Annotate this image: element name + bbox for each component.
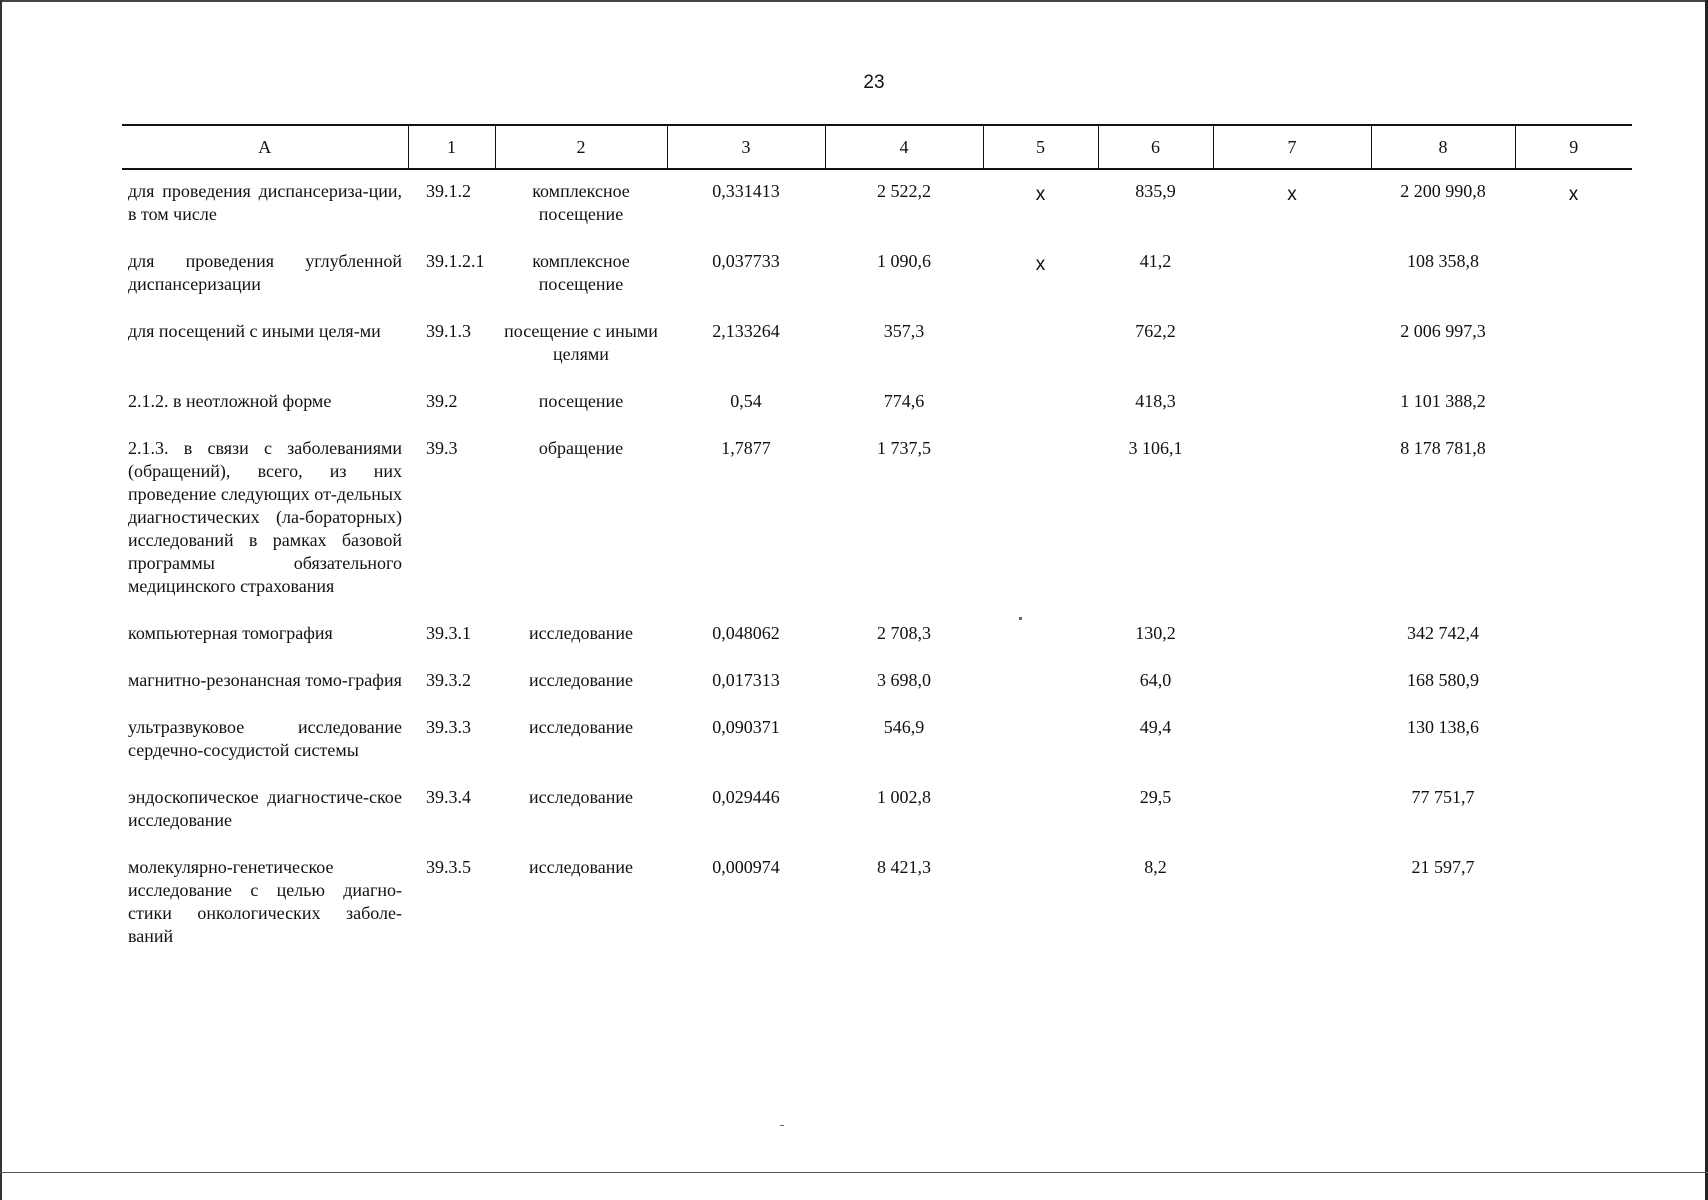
column-header-3: 3: [667, 126, 825, 169]
column-header-5: 5: [983, 126, 1098, 169]
column-header-9: 9: [1515, 126, 1632, 169]
row-value-6: 29,5: [1139, 787, 1172, 807]
row-value-7: [1213, 310, 1371, 380]
column-header-8: 8: [1371, 126, 1515, 169]
row-value-5: [983, 659, 1098, 706]
row-code: 39.2: [426, 391, 458, 411]
row-value-8: 1 101 388,2: [1400, 391, 1486, 411]
row-name: молекулярно-генетическое исследование с целью диагно-стики онкологических заболе-ваний: [128, 857, 402, 946]
row-code: 39.3.5: [426, 857, 471, 877]
table-row: [122, 310, 1632, 380]
row-value-4: 2 708,3: [877, 623, 931, 643]
row-value-7: [1213, 776, 1371, 846]
row-code: 39.3.2: [426, 670, 471, 690]
row-value-3: 0,017313: [712, 670, 780, 690]
row-value-4: 1 737,5: [877, 438, 931, 458]
row-value-7: [1213, 659, 1371, 706]
row-name: ультразвуковое исследование сердечно-сосудистой системы: [128, 717, 402, 760]
row-value-8: 130 138,6: [1407, 717, 1479, 737]
row-value-5: [983, 776, 1098, 846]
row-value-6: 49,4: [1139, 717, 1172, 737]
table-body: [122, 169, 1632, 962]
column-header-2: 2: [495, 126, 667, 169]
row-value-4: 357,3: [883, 321, 925, 341]
row-value-8: 168 580,9: [1407, 670, 1479, 690]
row-value-5: [983, 612, 1098, 659]
table-header: [122, 126, 1632, 169]
row-value-6: 8,2: [1144, 857, 1167, 877]
table-row: [122, 659, 1632, 706]
table-row: [122, 776, 1632, 846]
row-unit: исследование: [528, 717, 633, 737]
row-value-7: [1213, 380, 1371, 427]
row-unit: комплексное посещение: [532, 181, 630, 224]
row-value-8: 108 358,8: [1407, 251, 1479, 271]
row-name: для проведения диспансериза-ции, в том числе: [128, 181, 402, 224]
row-value-9: [1515, 310, 1632, 380]
row-unit: комплексное посещение: [532, 251, 630, 294]
row-unit: исследование: [528, 787, 633, 807]
scan-edge-left: [0, 0, 2, 1200]
row-unit: посещение: [538, 391, 624, 411]
row-value-5: [983, 380, 1098, 427]
row-unit: исследование: [528, 857, 633, 877]
column-header-6: 6: [1098, 126, 1213, 169]
row-value-7: [1213, 427, 1371, 612]
table-row: [122, 612, 1632, 659]
row-value-5: [983, 240, 1098, 310]
row-code: 39.1.2: [426, 181, 471, 201]
not-applicable-mark: х: [1568, 184, 1579, 205]
row-value-9: [1515, 169, 1632, 240]
row-value-4: 3 698,0: [877, 670, 931, 690]
row-value-6: 418,3: [1135, 391, 1176, 411]
row-value-9: [1515, 427, 1632, 612]
row-name: для проведения углубленной диспансеризации: [128, 251, 402, 294]
row-unit: посещение с иными целями: [504, 321, 658, 364]
row-value-8: 77 751,7: [1411, 787, 1475, 807]
scan-edge-top: [0, 0, 1708, 2]
row-value-5: [983, 169, 1098, 240]
row-value-8: 2 200 990,8: [1400, 181, 1486, 201]
table-row: [122, 380, 1632, 427]
not-applicable-mark: х: [1035, 254, 1046, 275]
row-code: 39.1.3: [426, 321, 471, 341]
row-value-8: 8 178 781,8: [1400, 438, 1486, 458]
row-name: для посещений с иными целя-ми: [128, 321, 381, 341]
row-value-3: 0,037733: [712, 251, 780, 271]
row-value-9: [1515, 846, 1632, 962]
table-row: [122, 169, 1632, 240]
column-header-a: А: [122, 126, 408, 169]
row-name: компьютерная томография: [128, 623, 333, 643]
row-value-8: 21 597,7: [1411, 857, 1475, 877]
row-name: 2.1.3. в связи с заболеваниями (обращений), всего, из них проведение следующих от-дельных диагностических (ла-бораторных) исследований в рамках базовой программы обязательного медицинского страхования: [128, 438, 402, 596]
row-value-7: [1213, 240, 1371, 310]
row-value-9: [1515, 706, 1632, 776]
row-value-8: 2 006 997,3: [1400, 321, 1486, 341]
row-value-6: 41,2: [1139, 251, 1172, 271]
row-value-9: [1515, 240, 1632, 310]
scan-speck: [780, 1125, 784, 1126]
row-value-3: 0,029446: [712, 787, 780, 807]
row-value-7: [1213, 169, 1371, 240]
column-header-1: 1: [408, 126, 495, 169]
row-value-7: [1213, 846, 1371, 962]
row-value-4: 774,6: [883, 391, 925, 411]
data-table: [122, 126, 1632, 962]
row-unit: обращение: [538, 438, 624, 458]
header-row: [122, 126, 1632, 169]
row-value-3: 0,090371: [712, 717, 780, 737]
row-value-4: 2 522,2: [877, 181, 931, 201]
row-name: магнитно-резонансная томо-графия: [128, 670, 402, 690]
row-value-6: 130,2: [1135, 623, 1176, 643]
row-value-4: 1 090,6: [877, 251, 931, 271]
row-value-6: 64,0: [1139, 670, 1172, 690]
row-value-3: 1,7877: [721, 438, 771, 458]
row-value-5: [983, 846, 1098, 962]
table-row: [122, 846, 1632, 962]
not-applicable-mark: х: [1035, 184, 1046, 205]
row-value-7: [1213, 706, 1371, 776]
row-code: 39.3.3: [426, 717, 471, 737]
row-value-3: 0,000974: [712, 857, 780, 877]
not-applicable-mark: х: [1287, 184, 1297, 205]
table-row: [122, 240, 1632, 310]
row-value-5: [983, 427, 1098, 612]
table-row: [122, 706, 1632, 776]
row-code: 39.3: [426, 438, 458, 458]
row-code: 39.3.1: [426, 623, 471, 643]
row-value-4: 546,9: [883, 717, 925, 737]
row-value-6: 3 106,1: [1128, 438, 1183, 458]
row-value-9: [1515, 659, 1632, 706]
row-value-7: [1213, 612, 1371, 659]
row-value-5: [983, 706, 1098, 776]
row-value-9: [1515, 776, 1632, 846]
row-value-9: [1515, 612, 1632, 659]
table-row: [122, 427, 1632, 612]
row-value-4: 1 002,8: [877, 787, 931, 807]
row-name: 2.1.2. в неотложной форме: [128, 391, 332, 411]
row-unit: исследование: [528, 670, 633, 690]
row-value-8: 342 742,4: [1407, 623, 1479, 643]
row-value-6: 762,2: [1135, 321, 1176, 341]
page-number: 23: [863, 72, 885, 93]
column-header-7: 7: [1213, 126, 1371, 169]
row-value-3: 0,54: [730, 391, 762, 411]
row-value-6: 835,9: [1135, 181, 1176, 201]
row-value-3: 0,048062: [712, 623, 780, 643]
row-name: эндоскопическое диагностиче-ское исследование: [128, 787, 402, 830]
row-code: 39.3.4: [426, 787, 471, 807]
row-code: 39.1.2.1: [426, 251, 485, 271]
row-value-4: 8 421,3: [877, 857, 931, 877]
bottom-rule: [0, 1172, 1708, 1173]
row-value-9: [1515, 380, 1632, 427]
row-unit: исследование: [528, 623, 633, 643]
row-value-3: 0,331413: [712, 181, 780, 201]
column-header-4: 4: [825, 126, 983, 169]
row-value-5: [983, 310, 1098, 380]
row-value-3: 2,133264: [712, 321, 780, 341]
